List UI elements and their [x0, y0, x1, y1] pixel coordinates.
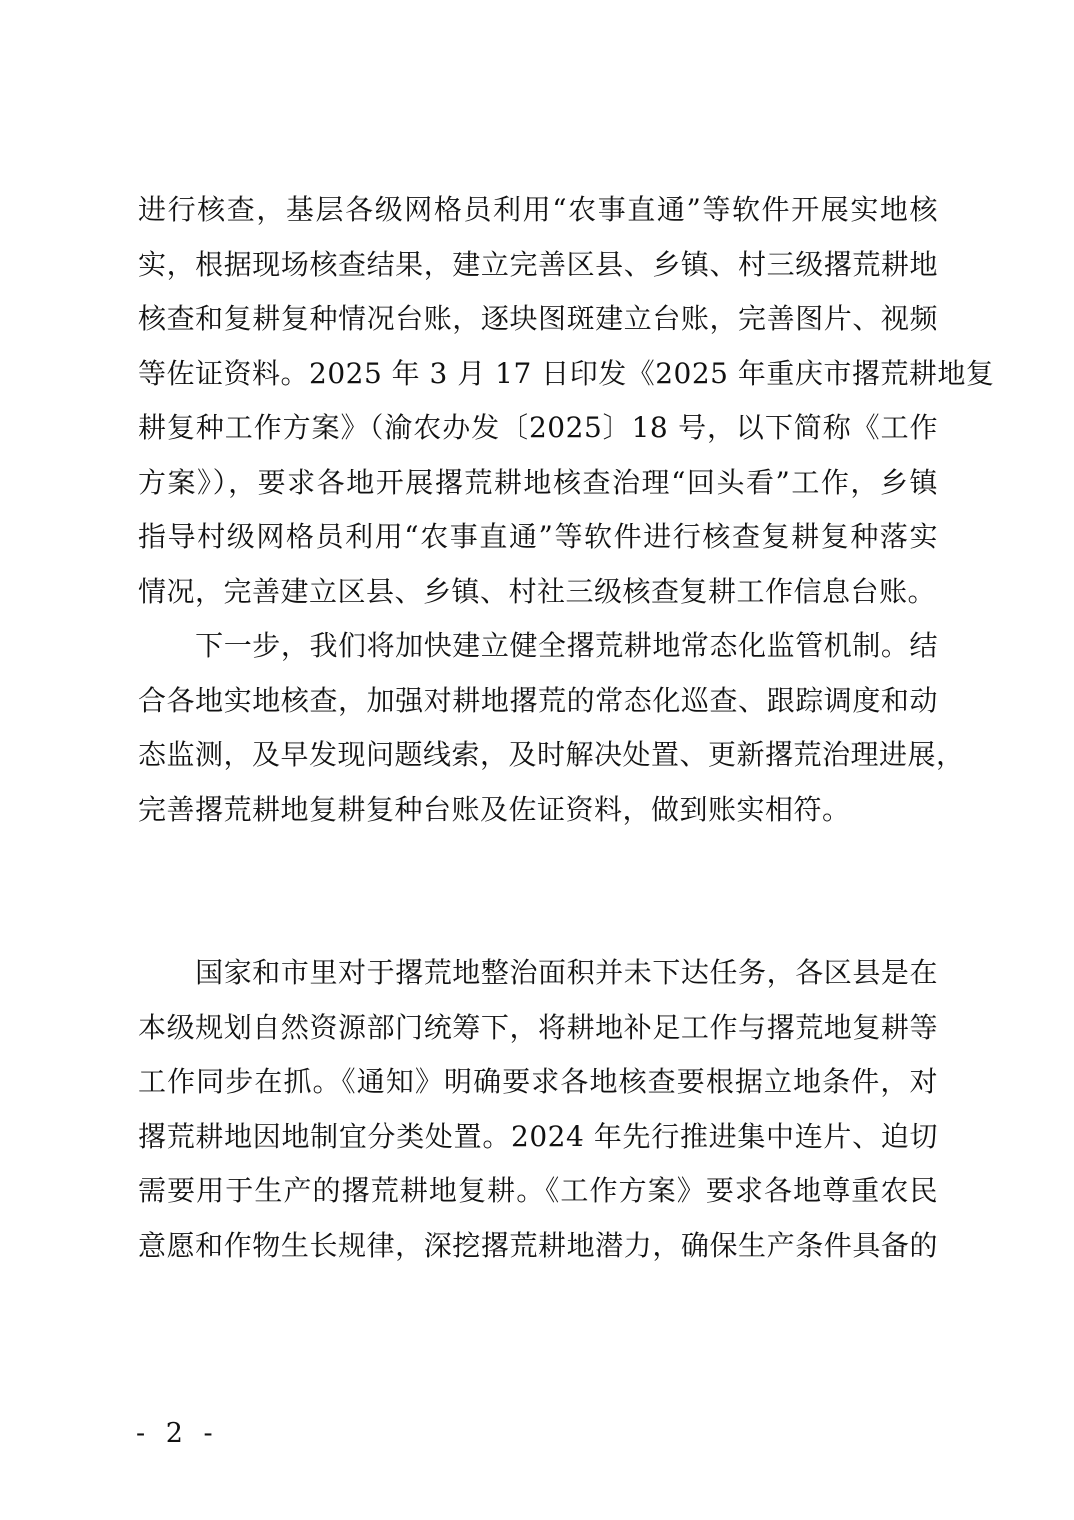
paragraph-3-line-5: 需要用于生产的撂荒耕地复耕。《工作方案》要求各地尊重农民: [138, 1174, 938, 1207]
paragraph-2-line-3: 态监测，及早发现问题线索，及时解决处置、更新撂荒治理进展，: [138, 738, 965, 771]
paragraph-3-line-4: 撂荒耕地因地制宜分类处置。2024 年先行推进集中连片、迫切: [138, 1119, 938, 1153]
page-number: - 2 -: [136, 1418, 219, 1449]
section-heading-2: [138, 837, 938, 946]
paragraph-1-line-4: 等佐证资料。2025 年 3 月 17 日印发《2025 年重庆市撂荒耕地复: [138, 356, 995, 390]
paragraph-1-line-5: 耕复种工作方案》（渝农办发〔2025〕18 号，以下简称《工作: [138, 411, 938, 444]
paragraph-1-line-1: 进行核查，基层各级网格员利用“农事直通”等软件开展实地核: [138, 193, 938, 226]
paragraph-1-line-2: 实，根据现场核查结果，建立完善区县、乡镇、村三级撂荒耕地: [138, 247, 938, 281]
paragraph-2: [138, 619, 965, 837]
paragraph-1-line-6: 方案》），要求各地开展撂荒耕地核查治理“回头看”工作，乡镇: [138, 465, 938, 499]
paragraph-3: [138, 946, 938, 1273]
section-heading-2-line-2: [138, 892, 938, 947]
paragraph-3-line-2: 本级规划自然资源部门统筹下，将耕地补足工作与撂荒地复耕等: [138, 1010, 938, 1044]
paragraph-3-line-6: 意愿和作物生长规律，深挖撂荒耕地潜力，确保生产条件具备的: [138, 1228, 938, 1262]
paragraph-3-line-3: 工作同步在抓。《通知》明确要求各地核查要根据立地条件，对: [138, 1065, 938, 1098]
section-heading-2-line-1: [138, 837, 938, 892]
paragraph-1-line-8: 情况，完善建立区县、乡镇、村社三级核查复耕工作信息台账。: [138, 574, 937, 608]
paragraph-2-line-2: 合各地实地核查，加强对耕地撂荒的常态化巡查、跟踪调度和动: [138, 683, 938, 717]
paragraph-1-line-3: 核查和复耕复种情况台账，逐块图斑建立台账，完善图片、视频: [138, 302, 938, 335]
paragraph-1-line-7: 指导村级网格员利用“农事直通”等软件进行核查复耕复种落实: [138, 520, 938, 553]
paragraph-2-line-4: 完善撂荒耕地复耕复种台账及佐证资料，做到账实相符。: [138, 792, 851, 826]
paragraph-1: [138, 183, 995, 619]
paragraph-2-line-1: 下一步，我们将加快建立健全撂荒耕地常态化监管机制。结: [138, 629, 938, 662]
paragraph-3-line-1: 国家和市里对于撂荒地整治面积并未下达任务，各区县是在: [138, 956, 938, 989]
